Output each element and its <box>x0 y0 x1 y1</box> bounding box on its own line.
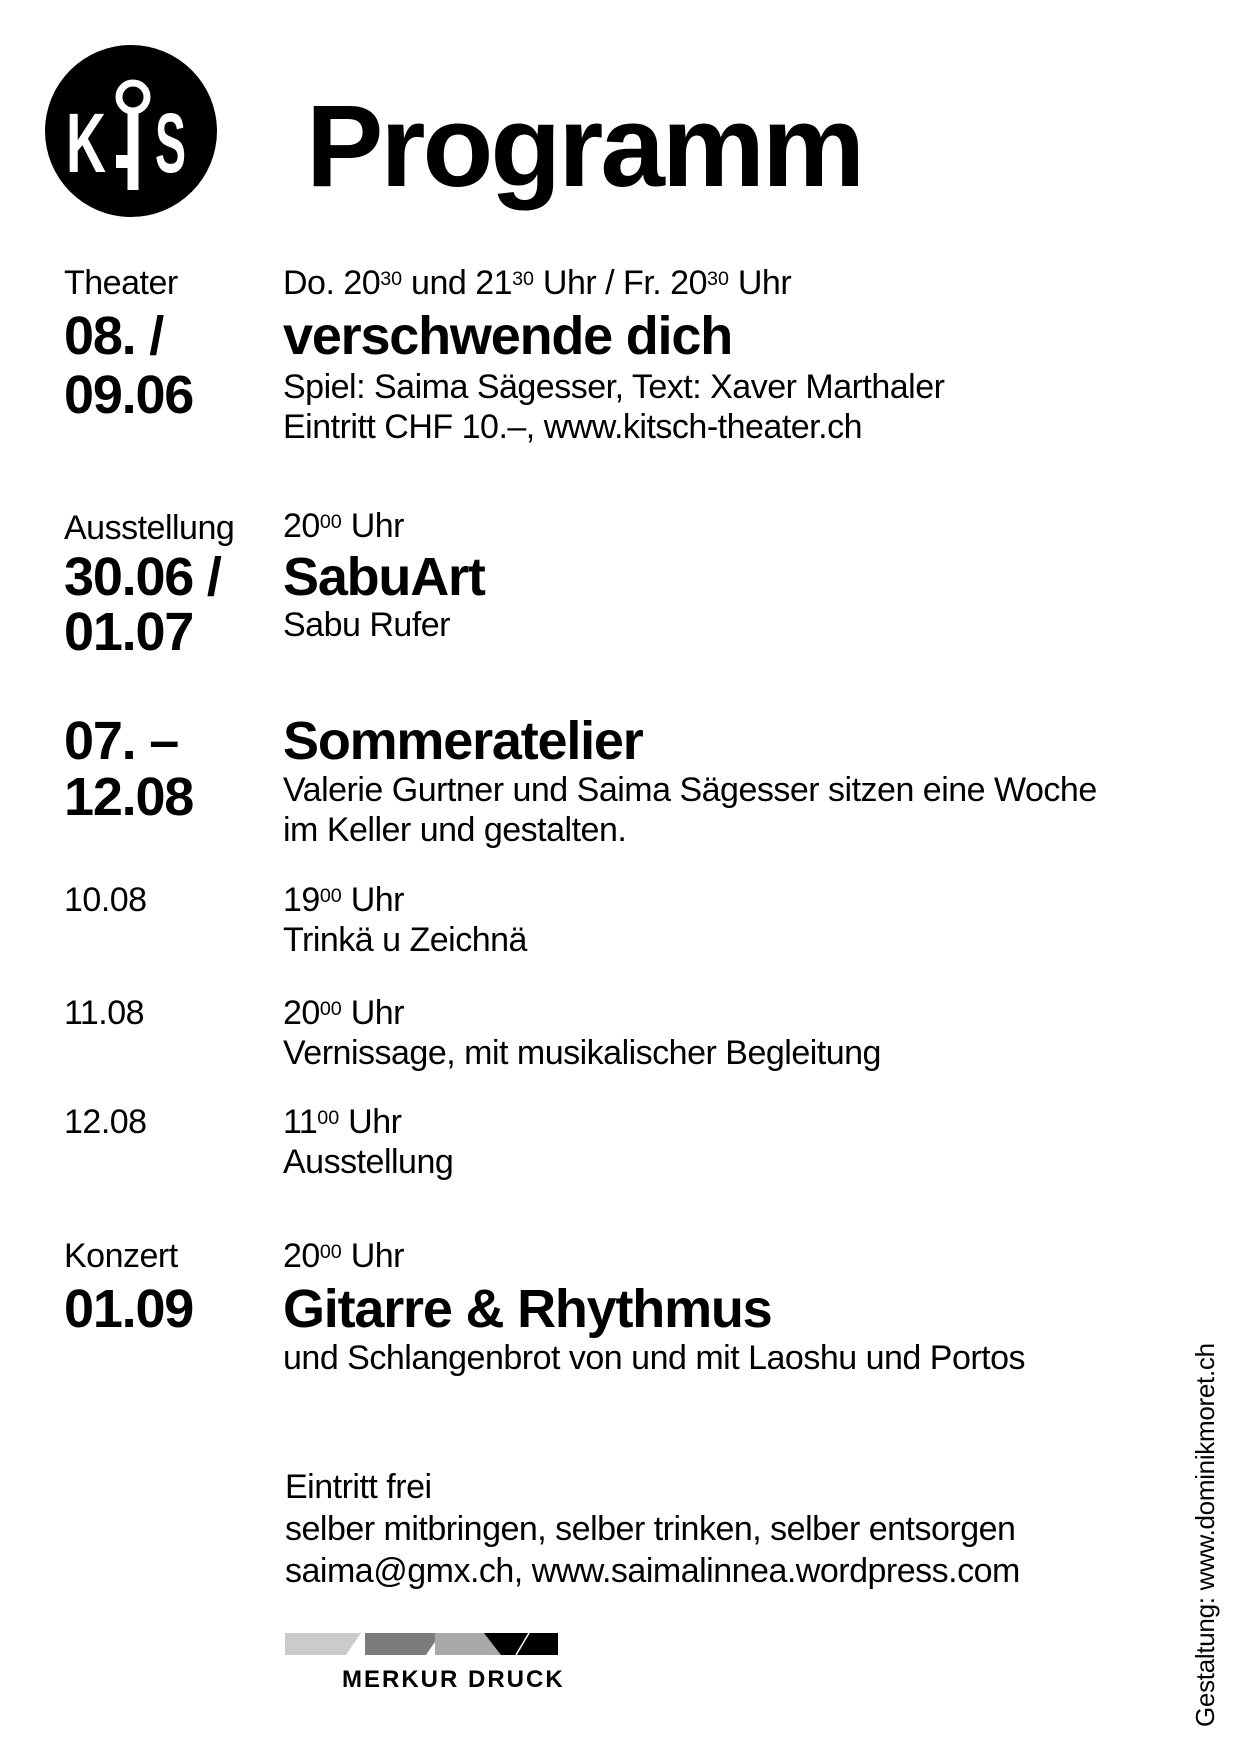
design-credit: Gestaltung: www.dominikmoret.ch <box>1190 1343 1220 1727</box>
event-detail-sabuart: Sabu Rufer <box>283 606 450 644</box>
event-time-ausstellung: $20^{00}$ Uhr <box>283 507 404 545</box>
event-detail-theater-1: Spiel: Saima Sägesser, Text: Xaver Marthaler <box>283 368 945 406</box>
event-title-konzert: Gitarre & Rhythmus <box>283 1279 772 1339</box>
event-date-theater-2: 09.06 <box>64 365 194 425</box>
merkur-druck-bars-icon <box>285 1633 558 1655</box>
event-date-vernissage: 11.08 <box>64 994 145 1032</box>
event-date-ausstellung-tag: 12.08 <box>64 1103 147 1141</box>
event-detail-ausstellung-tag: Ausstellung <box>283 1143 454 1181</box>
event-detail-konzert: und Schlangenbrot von und mit Laoshu und Portos <box>283 1339 1026 1377</box>
section-label-ausstellung: Ausstellung <box>64 509 235 547</box>
section-label-konzert: Konzert <box>64 1237 178 1275</box>
event-date-konzert: 01.09 <box>64 1279 194 1339</box>
event-time-theater: Do. $20^{30}$ und $21^{30}$ Uhr / Fr. $20^{30}$ Uhr <box>283 264 792 302</box>
kis-logo <box>45 45 217 217</box>
event-time-vernissage: $20^{00}$ Uhr <box>283 994 404 1032</box>
event-detail-theater-2: Eintritt CHF 10.–, www.kitsch-theater.ch <box>283 408 862 446</box>
footer-line-selber: selber mitbringen, selber trinken, selber entsorgen <box>285 1510 1016 1548</box>
printer-name: MERKUR DRUCK <box>342 1666 565 1693</box>
event-detail-vernissage: Vernissage, mit musikalischer Begleitung <box>283 1034 881 1072</box>
event-date-ausstellung-1: 30.06 / <box>64 547 221 607</box>
section-label-theater: Theater <box>64 264 178 302</box>
event-title-sabuart: SabuArt <box>283 547 485 607</box>
footer-line-contact: saima@gmx.ch, www.saimalinnea.wordpress.com <box>285 1552 1020 1590</box>
event-date-ausstellung-2: 01.07 <box>64 602 194 662</box>
event-detail-trinkae: Trinkä u Zeichnä <box>283 921 527 959</box>
event-time-trinkae: $19^{00}$ Uhr <box>283 881 404 919</box>
event-date-sommeratelier-2: 12.08 <box>64 767 194 827</box>
event-date-trinkae: 10.08 <box>64 881 147 919</box>
logo-letter-s: S <box>155 96 186 190</box>
page-title: Programm <box>306 81 863 211</box>
event-time-konzert: $20^{00}$ Uhr <box>283 1237 404 1275</box>
event-title-sommeratelier: Sommeratelier <box>283 711 643 771</box>
footer-line-eintritt: Eintritt frei <box>285 1468 432 1506</box>
event-time-ausstellung-tag: $11^{00}$ Uhr <box>283 1103 402 1141</box>
event-title-theater: verschwende dich <box>283 306 732 366</box>
event-date-theater-1: 08. / <box>64 306 164 366</box>
event-detail-sommeratelier-1: Valerie Gurtner und Saima Sägesser sitzen eine Woche <box>283 771 1097 809</box>
event-date-sommeratelier-1: 07. – <box>64 711 179 771</box>
logo-letter-k: K <box>66 96 106 190</box>
event-detail-sommeratelier-2: im Keller und gestalten. <box>283 811 627 849</box>
